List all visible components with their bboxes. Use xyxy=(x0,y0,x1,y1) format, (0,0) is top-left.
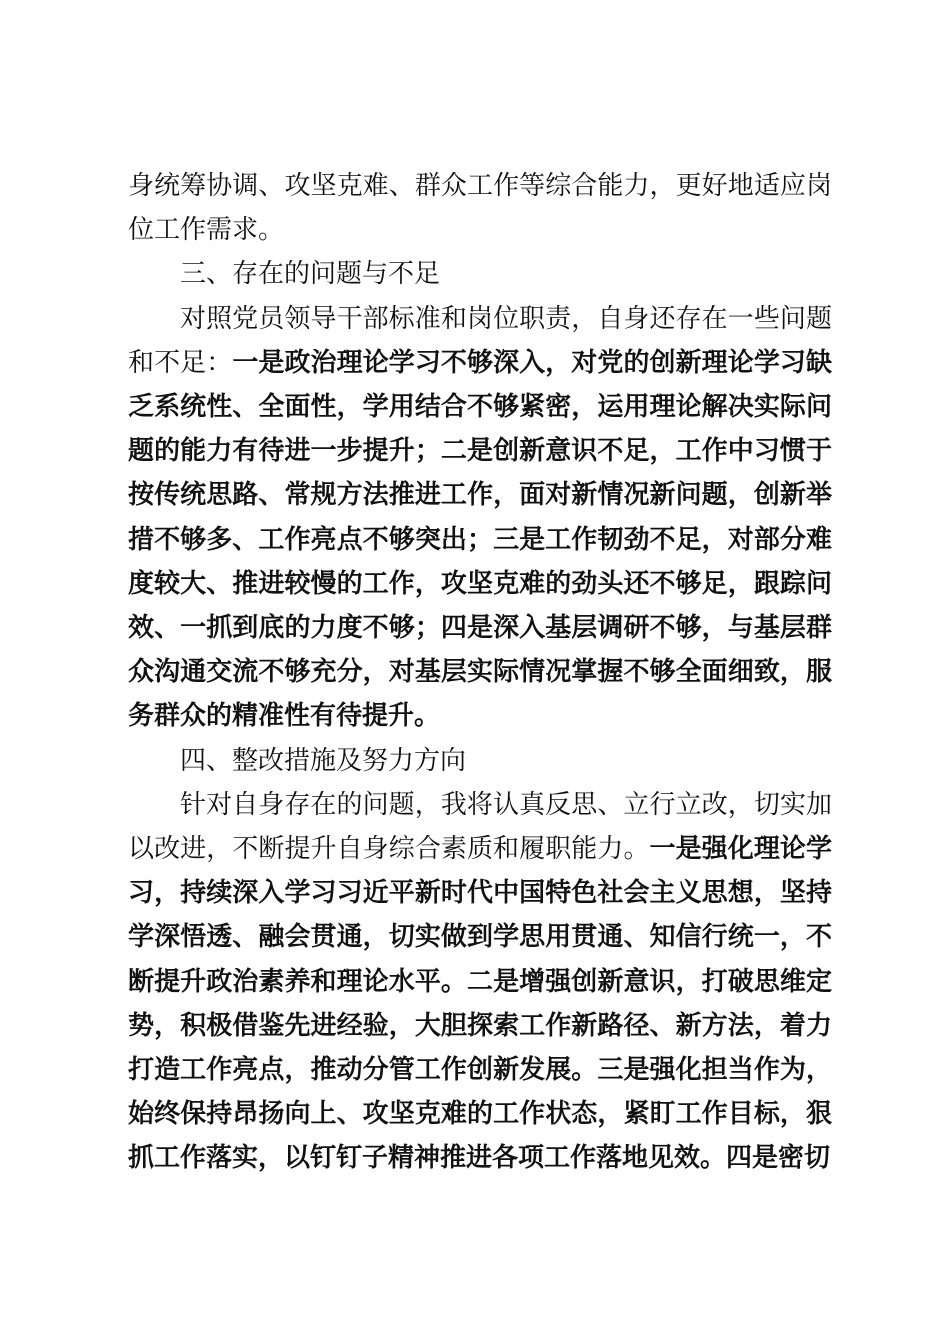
section-heading-measures: 四、整改措施及努力方向 xyxy=(180,745,467,776)
paragraph-problems-bold: 一是政治理论学习不够深入，对党的创新理论学习缺乏系统性、全面性，学用结合不够紧密，运用理论解决实际问题的能力有待进一步提升；二是创新意识不足，工作中习惯于按传统思路、常规方法推进工作，面对新情况新问题，创新举措不够多、工作亮点不够突出；三是工作韧劲不足，对部分难度较大、推进较慢的工作，攻坚克难的劲头还不够足，跟踪问效、一抓到底的力度不够；四是深入基层调研不够，与基层群众沟通交流不够充分，对基层实际情况掌握不够全面细致，服务群众的精准性有待提升。 xyxy=(128,347,832,732)
paragraph-problems-lead: 对照党员领导干部标准和岗位职责，自身还存在一些问题和不足： xyxy=(128,303,832,378)
section-heading-problems: 三、存在的问题与不足 xyxy=(180,259,441,290)
document-page xyxy=(128,164,832,1181)
paragraph-measures-bold: 一是强化理论学习，持续深入学习习近平新时代中国特色社会主义思想，坚持学深悟透、融会贯通，切实做到学思用贯通、知信行统一，不断提升政治素养和理论水平。二是增强创新意识，打破思维定势，积极借鉴先进经验，大胆探索工作新路径、新方法，着力打造工作亮点，推动分管工作创新发展。三是强化担当作为，始终保持昂扬向上、攻坚克难的工作状态，紧盯工作目标，狠抓工作落实，以钉钉子精神推进各项工作落地见效。四是密切 xyxy=(128,834,832,1174)
paragraph-problems xyxy=(128,297,832,739)
paragraph-measures-lead: 针对自身存在的问题，我将认真反思、立行立改，切实加以改进，不断提升自身综合素质和履职能力。 xyxy=(128,789,832,865)
paragraph-continuation: 身统筹协调、攻坚克难、群众工作等综合能力，更好地适应岗位工作需求。 xyxy=(128,171,832,246)
paragraph-measures xyxy=(128,783,832,1181)
